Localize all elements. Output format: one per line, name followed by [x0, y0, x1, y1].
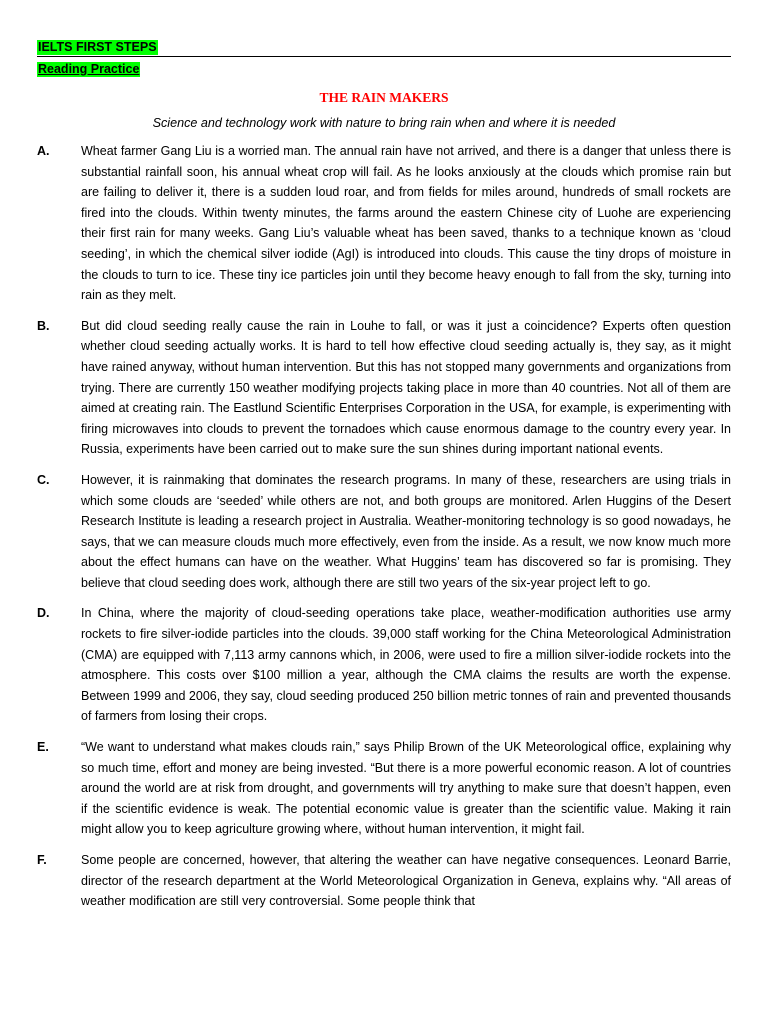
paragraph-c [37, 470, 731, 594]
paragraph-text: “We want to understand what makes clouds rain,” says Philip Brown of the UK Meteorological office, explaining why so much time, effort and money are being invested. “But there is a more powerful economic reason. A lot of countries around the world are at risk from drought, and governments will try anything to make sure that doesn’t happen, even if the scientific evidence is weak. The potential economic value is greater than the scientific value. Making it rain might allow you to keep agriculture growing where, without human intervention, it might fail. [81, 740, 731, 837]
paragraph-b [37, 316, 731, 460]
paragraph-text: Wheat farmer Gang Liu is a worried man. The annual rain have not arrived, and there is a danger that unless there is substantial rainfall soon, his annual wheat crop will fail. As he looks anxiously at the clouds which promise rain but are failing to deliver it, there is a sudden loud roar, and from fields for miles around, hundreds of small rockets are fired into the clouds. Within twenty minutes, the farms around the eastern Chinese city of Luohe are experiencing their first rain for many weeks. Gang Liu’s valuable wheat has been saved, thanks to a technique known as ‘cloud seeding’, in which the chemical silver iodide (AgI) is introduced into clouds. This cause the tiny drops of moisture in the clouds to turn to ice. These tiny ice particles join until they become heavy enough to fall from the sky, turning into rain as they melt. [81, 144, 731, 303]
paragraph-text: Some people are concerned, however, that altering the weather can have negative consequences. Leonard Barrie, director of the research department at the World Meteorological Organization in Geneva, explains why. “All areas of weather modification are still very controversial. Some people think that [81, 853, 731, 909]
paragraph-letter: D. [37, 606, 50, 621]
paragraph-letter: F. [37, 853, 47, 867]
paragraph-text: In China, where the majority of cloud-seeding operations take place, weather-modification authorities use army rockets to fire silver-iodide particles into the clouds. 39,000 staff working for the China Meteorological Administration (CMA) are equipped with 7,113 army cannons which, in 2006, were used to fire a million silver-iodide rockets into the atmosphere. This costs over $100 million a year, although the CMA claims the results are worth the expense. Between 1999 and 2006, they say, cloud seeding produced 250 billion metric tonnes of rain and prevented thousands of farmers from losing their crops. [81, 606, 731, 724]
header-course-row [37, 38, 731, 57]
paragraph-e [37, 737, 731, 840]
paragraph-d [37, 603, 731, 727]
article-title: THE RAIN MAKERS [319, 90, 449, 105]
paragraph-text: But did cloud seeding really cause the rain in Louhe to fall, or was it just a coincidence? Experts often question whether cloud seeding actually works. It is hard to tell how effective cloud seeding actually is, they say, as it might have rained anyway, without human intervention. But this has not stopped many governments and organizations from trying. There are currently 150 weather modifying projects taking place in more than 40 countries. Not all of them are aimed at creating rain. The Eastlund Scientific Enterprises Corporation in the USA, for example, is experimenting with firing microwaves into clouds to prevent the tornadoes which cause enormous damage to the country every year. In Russia, experiments have been carried out to make sure the sun shines during important national events. [81, 318, 731, 457]
section-label: Reading Practice [38, 62, 140, 76]
paragraph-letter: C. [37, 472, 50, 487]
paragraph-a [37, 141, 731, 306]
paragraph-letter: A. [37, 144, 50, 158]
paragraph-f [37, 850, 731, 912]
paragraph-letter: E. [37, 740, 49, 755]
course-title: IELTS FIRST STEPS [38, 40, 157, 54]
article-subtitle: Science and technology work with nature to bring rain when and where it is needed [152, 116, 616, 130]
header-section-row [37, 60, 731, 78]
paragraph-text: However, it is rainmaking that dominates the research programs. In many of these, researchers are using trials in which some clouds are ‘seeded’ while others are not, and both groups are monitored. Arlen Huggins of the Desert Research Institute is leading a research project in Australia. Weather-monitoring technology is so good nowadays, he says, that we can measure clouds much more effectively, even from the inside. As a result, we now know much more about the effect humans can have on the weather. What Huggins’ team has discovered so far is promising. They believe that cloud seeding does work, although there are still two years of the six-year project left to go. [81, 472, 731, 590]
paragraph-letter: B. [37, 318, 50, 333]
